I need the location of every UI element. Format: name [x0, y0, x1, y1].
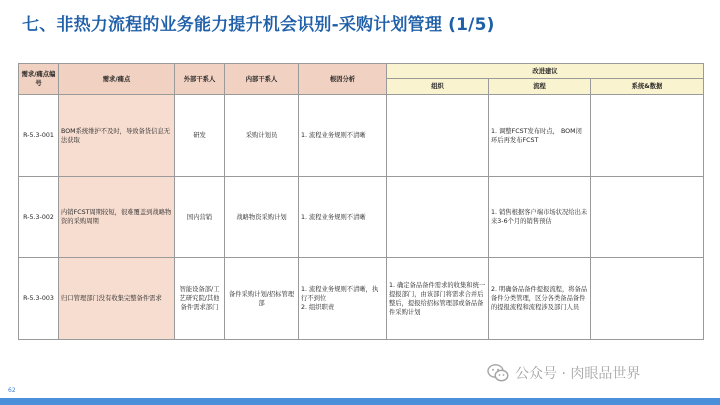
- row-external: 智能设备部/工艺研究院/其他备件需求部门: [175, 258, 225, 340]
- row-system: [591, 95, 704, 177]
- row-org: 1. 确定备品备件需求的收集和统一提报部门，由该部门将需求合并后整后，提报给招标管理部或备品备件采购计划: [387, 258, 489, 340]
- table-row: [19, 95, 704, 177]
- row-issue: 归口管理部门没有收集完整备件需求: [59, 258, 175, 340]
- header-internal: 内部干系人: [225, 64, 299, 95]
- table-row: [19, 258, 704, 340]
- row-root-cause: 1. 流程业务规则不清晰: [299, 95, 387, 177]
- row-process: 2. 明确备品备件提报流程，将备品备件分类管理，区分各类备品备件的提报流程和流程涉及部门人员: [489, 258, 591, 340]
- row-root-cause: 1. 流程业务规则不清晰: [299, 177, 387, 258]
- row-issue: 内销FCST周期较短，很难覆盖到战略物资的采购周期: [59, 177, 175, 258]
- header-org: 组织: [387, 79, 489, 95]
- row-external: 研发: [175, 95, 225, 177]
- requirements-table: [18, 63, 704, 340]
- page-title: 七、非热力流程的业务能力提升机会识别-采购计划管理 (1/5): [22, 15, 495, 35]
- table-row: [19, 177, 704, 258]
- row-id: R-5.3-001: [19, 95, 59, 177]
- header-row-1: [19, 64, 704, 79]
- row-internal: 采购计划员: [225, 95, 299, 177]
- header-process: 流程: [489, 79, 591, 95]
- row-org: [387, 95, 489, 177]
- row-id: R-5.3-002: [19, 177, 59, 258]
- header-system: 系统&数据: [591, 79, 704, 95]
- watermark: [487, 363, 640, 383]
- header-improvement: 改进建议: [387, 64, 704, 79]
- row-root-cause: 1. 流程业务规则不清晰，执行不到位 2. 组织职责: [299, 258, 387, 340]
- header-external: 外部干系人: [175, 64, 225, 95]
- row-org: [387, 177, 489, 258]
- row-system: [591, 258, 704, 340]
- row-internal: 战略物资采购计划: [225, 177, 299, 258]
- header-root-cause: 根因分析: [299, 64, 387, 95]
- bottom-bar: [0, 398, 720, 405]
- row-process: 1. 调整FCST发布时点， BOM闭环后再发布FCST: [489, 95, 591, 177]
- wechat-icon: [487, 363, 509, 383]
- row-external: 国内营销: [175, 177, 225, 258]
- row-id: R-5.3-003: [19, 258, 59, 340]
- page-number: 62: [8, 387, 16, 394]
- watermark-text: 公众号 · 肉眼品世界: [515, 366, 641, 382]
- row-system: [591, 177, 704, 258]
- header-id: 需求/痛点编号: [19, 64, 59, 95]
- row-issue: BOM系统维护不及时，导致备货信息无法获取: [59, 95, 175, 177]
- row-internal: 备件采购计划/招标管理部: [225, 258, 299, 340]
- row-process: 1. 销售根据客户端市场状况给出未来3-6个月的销售预估: [489, 177, 591, 258]
- header-issue: 需求/痛点: [59, 64, 175, 95]
